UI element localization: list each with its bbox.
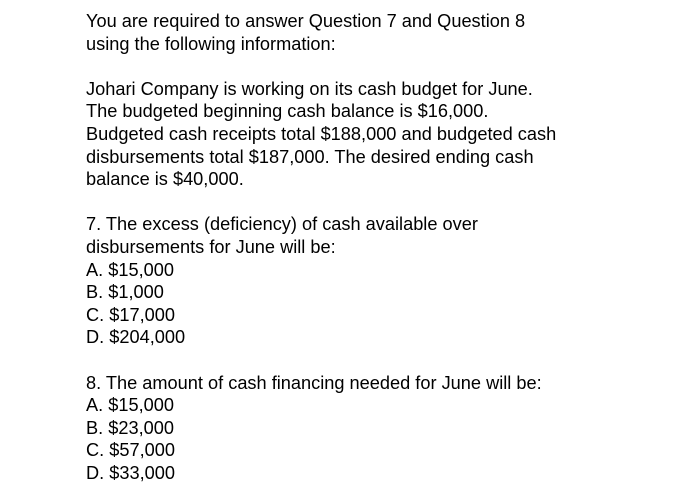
question-8 xyxy=(86,372,686,485)
question-7-stem: disbursements for June will be: xyxy=(86,236,336,257)
question-7-option-c: C. $17,000 xyxy=(86,304,175,325)
paragraph-spacer xyxy=(86,191,686,214)
question-8-stem: 8. The amount of cash financing needed for June will be: xyxy=(86,372,542,393)
paragraph-spacer xyxy=(86,349,686,372)
question-7-stem: 7. The excess (deficiency) of cash available over xyxy=(86,214,478,235)
scenario-line: Budgeted cash receipts total $188,000 and budgeted cash xyxy=(86,123,557,144)
intro-line: You are required to answer Question 7 and Question 8 xyxy=(86,11,526,31)
scenario-line: balance is $40,000. xyxy=(86,169,244,190)
question-8-option-b: B. $23,000 xyxy=(86,417,174,438)
scenario-line: The budgeted beginning cash balance is $16,000. xyxy=(86,101,489,122)
scenario-line: disbursements total $187,000. The desired ending cash xyxy=(86,146,534,167)
paragraph-spacer xyxy=(86,55,686,78)
question-7 xyxy=(86,213,686,349)
question-7-option-d: D. $204,000 xyxy=(86,327,186,348)
intro-line: using the following information: xyxy=(86,33,336,54)
intro-paragraph xyxy=(86,10,686,55)
document-body xyxy=(86,10,686,484)
question-7-option-a: A. $15,000 xyxy=(86,259,174,280)
scenario-line: Johari Company is working on its cash budget for June. xyxy=(86,78,533,99)
question-7-option-b: B. $1,000 xyxy=(86,282,164,303)
scenario-paragraph xyxy=(86,78,686,191)
question-8-option-a: A. $15,000 xyxy=(86,395,174,416)
question-8-option-c: C. $57,000 xyxy=(86,440,175,461)
question-8-option-d: D. $33,000 xyxy=(86,462,175,483)
